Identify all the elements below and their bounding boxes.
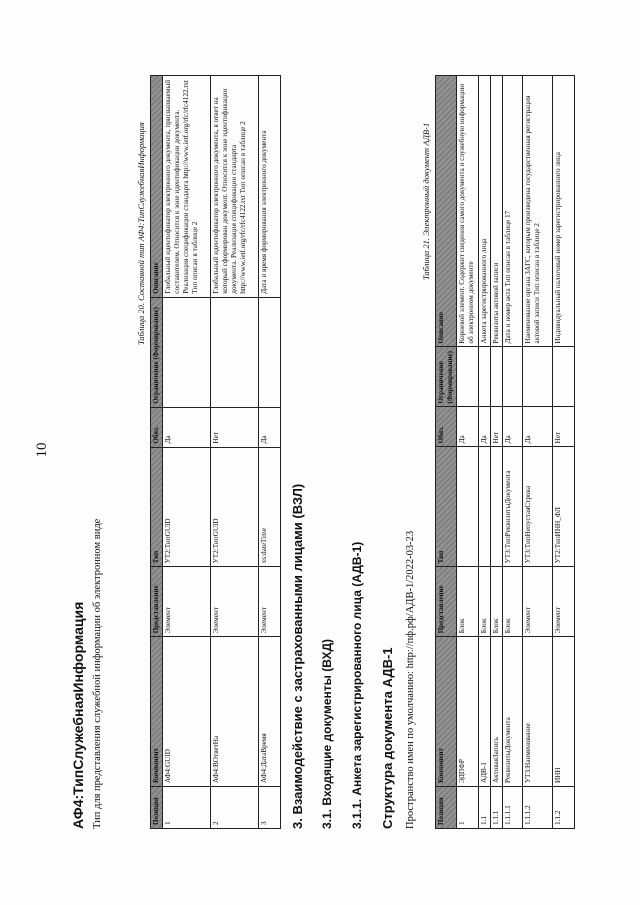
header-cell: Обяз. xyxy=(151,407,163,447)
cell: АФ4:GUID xyxy=(163,637,211,787)
cell: УТ2:ТипGUID xyxy=(163,447,211,567)
cell: Да xyxy=(259,407,281,447)
table-row xyxy=(457,76,479,829)
cell: Да xyxy=(457,407,479,447)
table-row xyxy=(259,76,281,829)
cell: Да xyxy=(523,407,553,447)
table-row xyxy=(523,76,553,829)
cell: Элемент xyxy=(259,567,281,637)
cell: 2 xyxy=(211,787,259,829)
cell xyxy=(553,347,575,407)
header-cell: Представление xyxy=(436,567,457,637)
cell: Нет xyxy=(553,407,575,447)
structure-heading: Структура документа АДВ-1 xyxy=(380,647,395,829)
cell: 1.1.1 xyxy=(491,787,503,829)
section-heading-3-1-1: 3.1.1. Анкета зарегистрированного лица (АДВ-1) xyxy=(350,541,364,829)
cell: Блок xyxy=(503,567,523,637)
table-row xyxy=(503,76,523,829)
cell xyxy=(491,447,503,567)
cell: Дата и время формирования электронного документа xyxy=(259,76,281,298)
cell xyxy=(259,297,281,407)
header-cell: Позиция xyxy=(151,787,163,829)
type-heading: АФ4:ТипСлужебнаяИнформация xyxy=(70,601,86,829)
cell: Элемент xyxy=(211,567,259,637)
header-cell: Компонент xyxy=(151,637,163,787)
cell: 3 xyxy=(259,787,281,829)
section-heading-3: 3. Взаимодействие с застрахованными лицами (ВЗЛ) xyxy=(290,483,305,829)
page-number: 10 xyxy=(34,442,50,458)
cell: 1.1.1.2 xyxy=(523,787,553,829)
cell: Да xyxy=(163,407,211,447)
cell: АФ4:ДатаВремя xyxy=(259,637,281,787)
header-cell: Представление xyxy=(151,567,163,637)
namespace-text: Пространство имен по умолчанию: http://пф.рф/АДВ-1/2022-03-23 xyxy=(405,530,416,829)
header-cell: Ограничение (Формирование) xyxy=(436,347,457,407)
header-cell: Ограничение (Формирование) xyxy=(151,297,163,407)
cell: Реквизиты актовой записи xyxy=(491,76,503,347)
cell: Да xyxy=(479,407,491,447)
section-heading-3-1: 3.1. Входящие документы (ВХД) xyxy=(320,638,334,829)
cell: ЭДПФР xyxy=(457,637,479,787)
cell: ИНН xyxy=(553,637,575,787)
cell: Дата и номер акта Тип описан в таблице 17 xyxy=(503,76,523,347)
cell: Глобальный идентификатор электронного документа, присваиваемый составителем. Относится к зоне идентификации документа. Реализация спецификации стандарта http://www.ietf.org/rfc/rfc4122.txt Тип описан в таблице 2 xyxy=(163,76,211,298)
cell: Индивидуальный налоговый номер зарегистрированного лица xyxy=(553,76,575,347)
table-row xyxy=(163,76,211,829)
cell: 1.1 xyxy=(479,787,491,829)
cell: 1.1.2 xyxy=(553,787,575,829)
table21 xyxy=(435,75,575,829)
cell: Элемент xyxy=(163,567,211,637)
cell xyxy=(211,297,259,407)
cell: Корневой элемент. Содержит сведения самого документа и служебную информацию об электронном документе xyxy=(457,76,479,347)
cell xyxy=(479,447,491,567)
header-cell: Тип xyxy=(436,447,457,567)
cell: Нет xyxy=(211,407,259,447)
header-cell: Компонент xyxy=(436,637,457,787)
cell xyxy=(457,347,479,407)
header-cell: Обяз. xyxy=(436,407,457,447)
header-cell: Тип xyxy=(151,447,163,567)
cell: Элемент xyxy=(553,567,575,637)
cell: Да xyxy=(503,407,523,447)
table21-header xyxy=(436,76,457,829)
cell xyxy=(163,297,211,407)
cell: УТ3:Наименование xyxy=(523,637,553,787)
cell: Наименование органа ЗАГС, которым произведена государственная регистрация актовой записи Тип описан в таблице 2 xyxy=(523,76,553,347)
table20-caption: Таблица 20. Составной тип АФ4:ТипСлужебнаяИнформация xyxy=(136,122,146,345)
cell: УТ2:ТипИНН_ФЛ xyxy=(553,447,575,567)
cell: Нет xyxy=(491,407,503,447)
cell: УТ3:ТипРеквизитыДокумента xyxy=(503,447,523,567)
cell: АДВ-1 xyxy=(479,637,491,787)
cell: 1 xyxy=(163,787,211,829)
cell xyxy=(503,347,523,407)
table21-caption: Таблица 21. Электронный документ АДВ-1 xyxy=(421,122,431,280)
cell: 1 xyxy=(457,787,479,829)
table-row xyxy=(553,76,575,829)
cell xyxy=(479,347,491,407)
cell: АктоваяЗапись xyxy=(491,637,503,787)
cell: УТ3:ТипНепустаяСтрока xyxy=(523,447,553,567)
cell: УТ2:ТипGUID xyxy=(211,447,259,567)
header-cell: Описание xyxy=(436,76,457,347)
cell: xs:dateTime xyxy=(259,447,281,567)
cell xyxy=(457,447,479,567)
table-row xyxy=(479,76,491,829)
table-row xyxy=(211,76,259,829)
header-cell: Позиция xyxy=(436,787,457,829)
cell: Глобальный идентификатор электронного документа, в ответ на который сформирован документ. Относится к зоне идентификации документа. Реализация спецификации стандарта http://www.ietf.org/rfc/rfc4122.txt Тип описан в таблице 2 xyxy=(211,76,259,298)
table20 xyxy=(150,75,281,829)
cell: АФ4:ВОтветНа xyxy=(211,637,259,787)
cell: Блок xyxy=(457,567,479,637)
table20-header xyxy=(151,76,163,829)
cell: 1.1.1.1 xyxy=(503,787,523,829)
cell: РеквизитыДокумента xyxy=(503,637,523,787)
cell xyxy=(523,347,553,407)
table-row xyxy=(491,76,503,829)
type-description: Тип для представления служебной информации об электронном виде xyxy=(92,518,103,829)
header-cell: Описание xyxy=(151,76,163,298)
cell: Анкета зарегистрированного лица xyxy=(479,76,491,347)
cell: Блок xyxy=(479,567,491,637)
cell: Элемент xyxy=(523,567,553,637)
cell xyxy=(491,347,503,407)
cell: Блок xyxy=(491,567,503,637)
